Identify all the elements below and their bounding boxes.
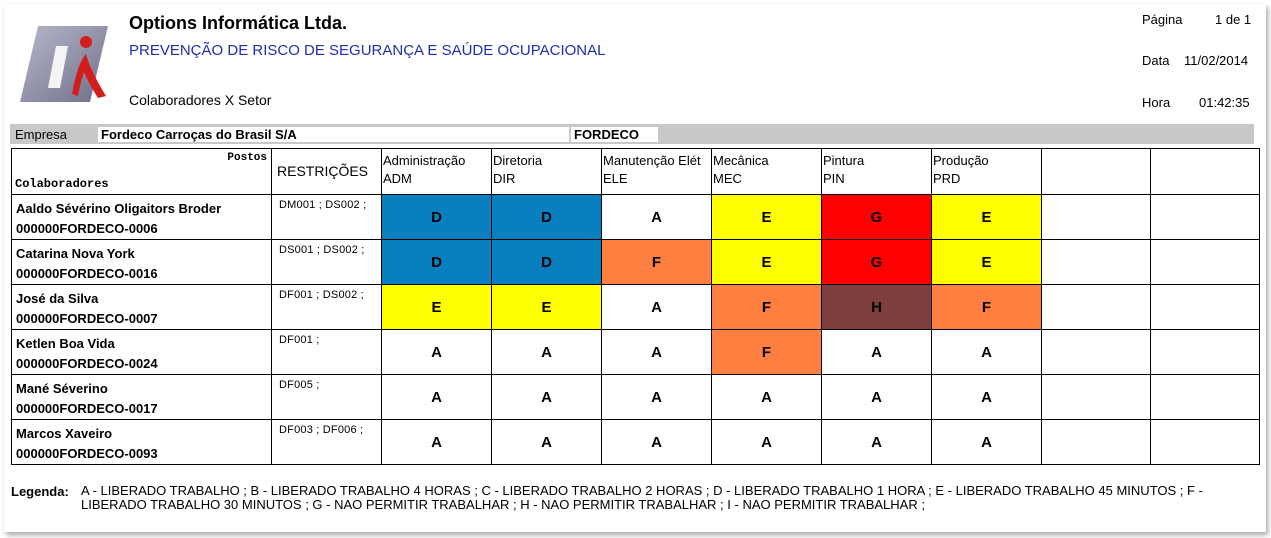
sector-code: DIR	[493, 171, 516, 186]
restrictions-cell: DF001 ; DS002 ;	[272, 285, 382, 330]
risk-level-cell	[1151, 240, 1260, 285]
employee-name: Mané Séverino	[16, 381, 108, 396]
risk-level-cell	[1151, 330, 1260, 375]
employee-id: 000000FORDECO-0016	[16, 266, 158, 281]
risk-level-cell: A	[382, 330, 492, 375]
table-row	[12, 375, 1260, 420]
risk-level-cell: A	[932, 420, 1042, 465]
employee-name: Ketlen Boa Vida	[16, 336, 115, 351]
risk-level-cell: A	[822, 375, 932, 420]
risk-level-cell	[1042, 375, 1151, 420]
risk-level-cell	[1151, 375, 1260, 420]
sector-name: Diretoria	[493, 153, 543, 168]
sector-code: PIN	[823, 171, 845, 186]
risk-level-cell: F	[602, 240, 712, 285]
risk-level-cell: G	[822, 195, 932, 240]
risk-level-cell: A	[932, 330, 1042, 375]
company-bar-name: Fordeco Carroças do Brasil S/A	[98, 127, 569, 142]
sector-header	[712, 149, 822, 195]
risk-level-cell: D	[492, 195, 602, 240]
employee-id: 000000FORDECO-0024	[16, 356, 158, 371]
employee-cell	[12, 240, 272, 285]
company-logo-icon	[16, 22, 112, 106]
employee-cell	[12, 195, 272, 240]
risk-level-cell: A	[602, 330, 712, 375]
risk-level-cell: D	[382, 240, 492, 285]
legend-label: Legenda:	[11, 484, 69, 499]
risk-level-cell: A	[822, 330, 932, 375]
restrictions-cell: DF001 ;	[272, 330, 382, 375]
risk-level-cell: E	[932, 240, 1042, 285]
employee-id: 000000FORDECO-0007	[16, 311, 158, 326]
risk-level-cell: A	[932, 375, 1042, 420]
risk-level-cell: G	[822, 240, 932, 285]
risk-level-cell	[1042, 285, 1151, 330]
sector-name: Produção	[933, 153, 989, 168]
table-row	[12, 330, 1260, 375]
sector-code: ELE	[603, 171, 628, 186]
date-value: 11/02/2014	[1184, 53, 1249, 68]
employee-id: 000000FORDECO-0017	[16, 401, 158, 416]
date-label: Data	[1142, 53, 1170, 68]
employee-cell	[12, 375, 272, 420]
employee-cell	[12, 420, 272, 465]
risk-level-cell: A	[492, 375, 602, 420]
colaboradores-label: Colaboradores	[15, 177, 109, 191]
risk-level-cell: F	[932, 285, 1042, 330]
postos-label: Postos	[227, 152, 267, 164]
employee-id: 000000FORDECO-0093	[16, 446, 158, 461]
table-row	[12, 195, 1260, 240]
risk-level-cell: A	[602, 285, 712, 330]
company-bar-code: FORDECO	[571, 127, 658, 142]
sector-header	[822, 149, 932, 195]
table-row	[12, 285, 1260, 330]
risk-level-cell	[1151, 285, 1260, 330]
risk-level-cell: F	[712, 330, 822, 375]
company-bar	[10, 124, 1254, 144]
risk-level-cell: D	[382, 195, 492, 240]
employee-cell	[12, 330, 272, 375]
risk-level-cell	[1042, 195, 1151, 240]
table-row	[12, 240, 1260, 285]
sector-header-empty	[1151, 149, 1260, 195]
time-value: 01:42:35	[1199, 95, 1250, 110]
risk-level-cell: A	[492, 330, 602, 375]
sector-name: Administração	[383, 153, 466, 168]
corner-header	[12, 149, 272, 195]
company-bar-label: Empresa	[15, 127, 68, 142]
risk-level-cell	[1042, 240, 1151, 285]
risk-level-cell: E	[492, 285, 602, 330]
risk-level-cell	[1151, 195, 1260, 240]
risk-level-cell	[1042, 420, 1151, 465]
sector-name: Mecânica	[713, 153, 769, 168]
sector-code: ADM	[383, 171, 412, 186]
risk-level-cell	[1151, 420, 1260, 465]
company-name: Options Informática Ltda.	[129, 13, 348, 33]
risk-level-cell: A	[602, 195, 712, 240]
risk-level-cell: A	[712, 420, 822, 465]
employee-name: Catarina Nova York	[16, 246, 135, 261]
sector-header	[382, 149, 492, 195]
risk-level-cell: A	[382, 375, 492, 420]
table-row	[12, 420, 1260, 465]
risk-level-cell: A	[602, 375, 712, 420]
restrictions-cell: DM001 ; DS002 ;	[272, 195, 382, 240]
risk-level-cell: H	[822, 285, 932, 330]
risk-level-cell: A	[492, 420, 602, 465]
legend-text: A - LIBERADO TRABALHO ; B - LIBERADO TRABALHO 4 HORAS ; C - LIBERADO TRABALHO 2 HORAS ; D - LIBERADO TRABALHO 1 HORA ; E - LIBERADO TRABALHO 45 MINUTOS ; F - LIBERADO TRABALHO 30 MINUTOS ; G - NAO PERMITIR TRABALHAR ; H - NAO PERMITIR TRABALHAR ; I - NAO PERMITIR TRABALHAR ;	[81, 483, 1203, 512]
sector-header	[492, 149, 602, 195]
restrictions-header: RESTRIÇÕES	[272, 149, 382, 195]
risk-level-cell: D	[492, 240, 602, 285]
sector-header	[602, 149, 712, 195]
page-value: 1 de 1	[1215, 12, 1252, 27]
risk-table	[11, 148, 1260, 465]
risk-level-cell: E	[712, 195, 822, 240]
table-header-row	[12, 149, 1260, 195]
sector-header-empty	[1042, 149, 1151, 195]
risk-level-cell: F	[712, 285, 822, 330]
time-label: Hora	[1142, 95, 1171, 110]
restrictions-cell: DF005 ;	[272, 375, 382, 420]
employee-id: 000000FORDECO-0006	[16, 221, 158, 236]
risk-level-cell: A	[382, 420, 492, 465]
sector-code: MEC	[713, 171, 742, 186]
risk-level-cell: A	[822, 420, 932, 465]
sector-code: PRD	[933, 171, 961, 186]
page-label: Página	[1142, 12, 1183, 27]
sector-name: Manutenção Elét	[603, 153, 701, 168]
employee-name: Aaldo Sévérino Oligaitors Broder	[16, 201, 222, 216]
employee-name: Marcos Xaveiro	[16, 426, 113, 441]
employee-cell	[12, 285, 272, 330]
risk-level-cell: E	[712, 240, 822, 285]
risk-level-cell	[1042, 330, 1151, 375]
sector-header	[932, 149, 1042, 195]
risk-level-cell: A	[602, 420, 712, 465]
risk-level-cell: E	[382, 285, 492, 330]
employee-name: José da Silva	[16, 291, 99, 306]
report-subtitle: PREVENÇÃO DE RISCO DE SEGURANÇA E SAÚDE OCUPACIONAL	[129, 42, 606, 59]
report-title: Colaboradores X Setor	[129, 92, 272, 108]
restrictions-cell: DF003 ; DF006 ;	[272, 420, 382, 465]
risk-level-cell: A	[712, 375, 822, 420]
sector-name: Pintura	[823, 153, 865, 168]
risk-level-cell: E	[932, 195, 1042, 240]
restrictions-cell: DS001 ; DS002 ;	[272, 240, 382, 285]
